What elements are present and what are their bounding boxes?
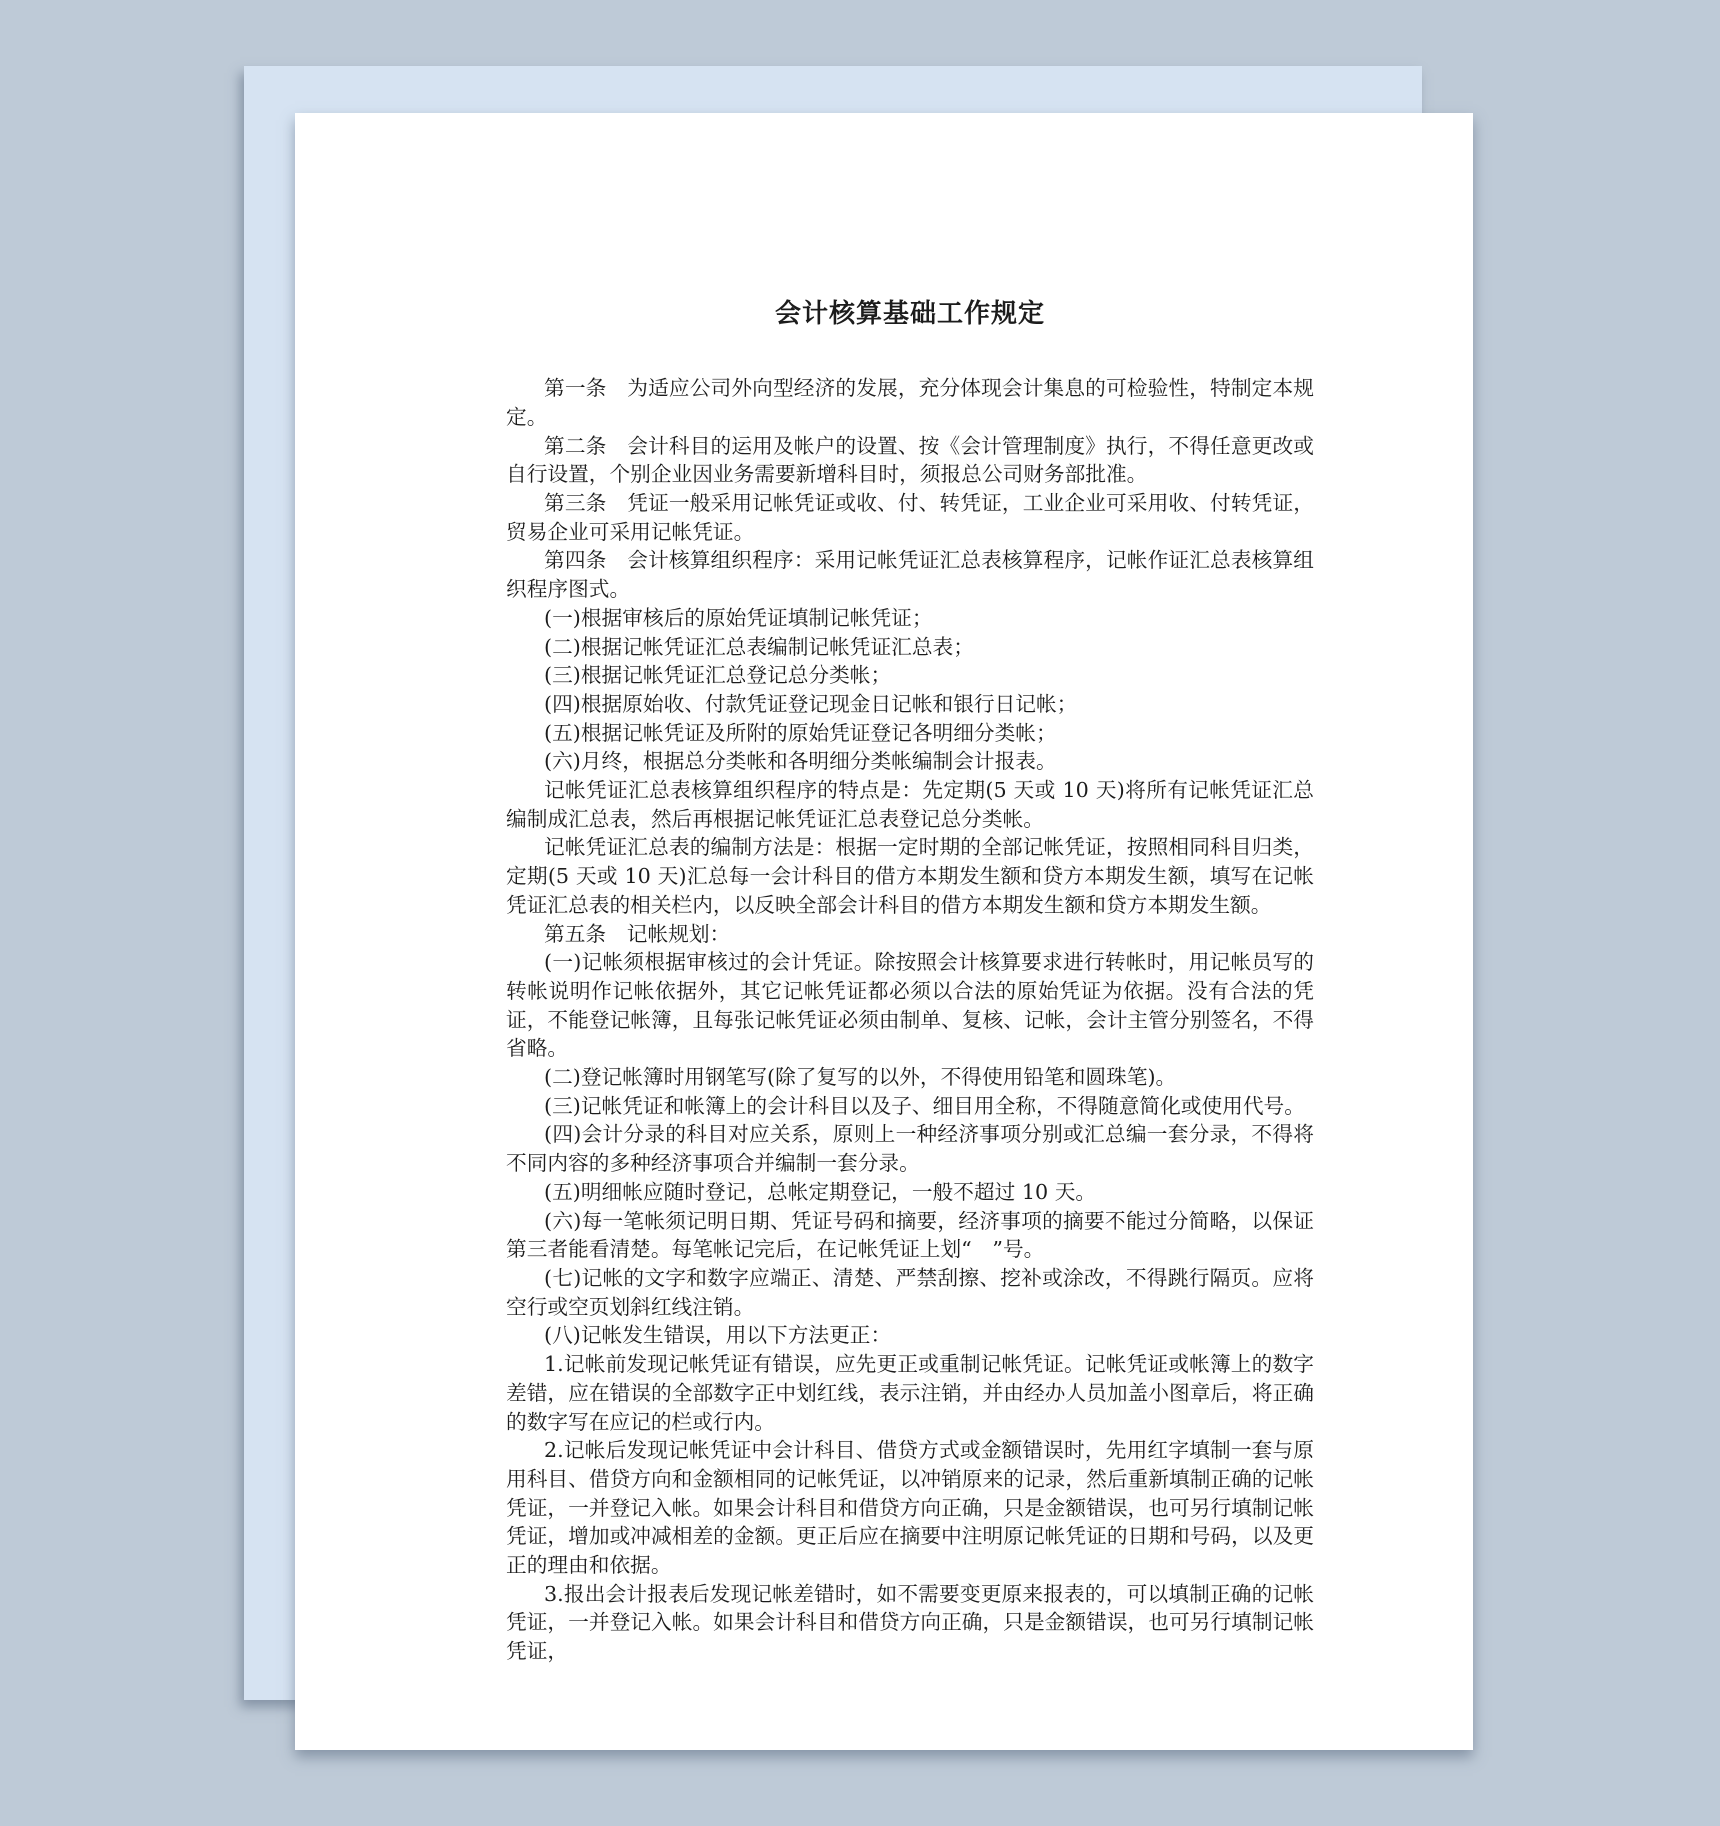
document-body xyxy=(506,374,1314,1666)
paragraph: 3.报出会计报表后发现记帐差错时，如不需要变更原来报表的，可以填制正确的记帐凭证，一并登记入帐。如果会计科目和借贷方向正确，只是金额错误，也可另行填制记帐凭证， xyxy=(506,1581,1314,1664)
paragraph: 记帐凭证汇总表的编制方法是：根据一定时期的全部记帐凭证，按照相同科目归类，定期(5 天或 10 天)汇总每一会计科目的借方本期发生额和贷方本期发生额，填写在记帐凭证汇总表的相关栏内，以反映全部会计科目的借方本期发生额和贷方本期发生额。 xyxy=(506,835,1314,917)
paragraph: (一)根据审核后的原始凭证填制记帐凭证； xyxy=(544,605,933,630)
document-title: 会计核算基础工作规定 xyxy=(774,299,1045,329)
paragraph: (二)根据记帐凭证汇总表编制记帐凭证汇总表； xyxy=(544,634,974,659)
paragraph: (二)登记帐簿时用钢笔写(除了复写的以外，不得使用铅笔和圆珠笔)。 xyxy=(544,1065,1177,1090)
paragraph: (五)根据记帐凭证及所附的原始凭证登记各明细分类帐； xyxy=(544,720,1057,745)
paragraph: 第三条 凭证一般采用记帐凭证或收、付、转凭证，工业企业可采用收、付转凭证，贸易企业可采用记帐凭证。 xyxy=(506,491,1314,544)
paragraph: (一)记帐须根据审核过的会计凭证。除按照会计核算要求进行转帐时，用记帐员写的转帐说明作记帐依据外，其它记帐凭证都必须以合法的原始凭证为依据。没有合法的凭证，不能登记帐簿，且每张记帐凭证必须由制单、复核、记帐，会计主管分别签名，不得省略。 xyxy=(506,950,1314,1061)
paragraph: (四)根据原始收、付款凭证登记现金日记帐和银行日记帐； xyxy=(544,691,1078,716)
document-page xyxy=(295,113,1473,1750)
paragraph: (六)每一笔帐须记明日期、凭证号码和摘要，经济事项的摘要不能过分简略，以保证第三者能看清楚。每笔帐记完后，在记帐凭证上划“ ”号。 xyxy=(506,1208,1314,1262)
paragraph: 第五条 记帐规划： xyxy=(544,921,731,946)
paragraph: 第一条 为适应公司外向型经济的发展，充分体现会计集息的可检验性，特制定本规定。 xyxy=(506,376,1314,429)
paragraph: (七)记帐的文字和数字应端正、清楚、严禁刮擦、挖补或涂改，不得跳行隔页。应将空行或空页划斜红线注销。 xyxy=(506,1265,1314,1319)
paragraph: 第二条 会计科目的运用及帐户的设置、按《会计管理制度》执行，不得任意更改或自行设置，个别企业因业务需要新增科目时，须报总公司财务部批准。 xyxy=(506,433,1314,487)
paragraph: (四)会计分录的科目对应关系，原则上一种经济事项分别或汇总编一套分录，不得将不同内容的多种经济事项合并编制一套分录。 xyxy=(506,1122,1314,1176)
paragraph: (五)明细帐应随时登记，总帐定期登记，一般不超过 10 天。 xyxy=(544,1179,1097,1204)
paragraph: 2.记帐后发现记帐凭证中会计科目、借贷方式或金额错误时，先用红字填制一套与原用科目、借贷方向和金额相同的记帐凭证，以冲销原来的记录，然后重新填制正确的记帐凭证，一并登记入帐。如果会计科目和借贷方向正确，只是金额错误，也可另行填制记帐凭证，增加或冲减相差的金额。更正后应在摘要中注明原记帐凭证的日期和号码，以及更正的理由和依据。 xyxy=(506,1438,1314,1578)
paragraph: 记帐凭证汇总表核算组织程序的特点是：先定期(5 天或 10 天)将所有记帐凭证汇总编制成汇总表，然后再根据记帐凭证汇总表登记总分类帐。 xyxy=(506,778,1314,831)
paragraph: (八)记帐发生错误，用以下方法更正： xyxy=(544,1323,892,1348)
paragraph: (三)根据记帐凭证汇总登记总分类帐； xyxy=(544,663,892,688)
paragraph: (三)记帐凭证和帐簿上的会计科目以及子、细目用全称，不得随意简化或使用代号。 xyxy=(544,1093,1305,1118)
paragraph: 第四条 会计核算组织程序：采用记帐凭证汇总表核算程序，记帐作证汇总表核算组织程序图式。 xyxy=(506,548,1314,602)
paragraph: (六)月终，根据总分类帐和各明细分类帐编制会计报表。 xyxy=(544,749,1057,774)
paragraph: 1.记帐前发现记帐凭证有错误，应先更正或重制记帐凭证。记帐凭证或帐簿上的数字差错，应在错误的全部数字正中划红线，表示注销，并由经办人员加盖小图章后，将正确的数字写在应记的栏或行内。 xyxy=(506,1352,1314,1434)
